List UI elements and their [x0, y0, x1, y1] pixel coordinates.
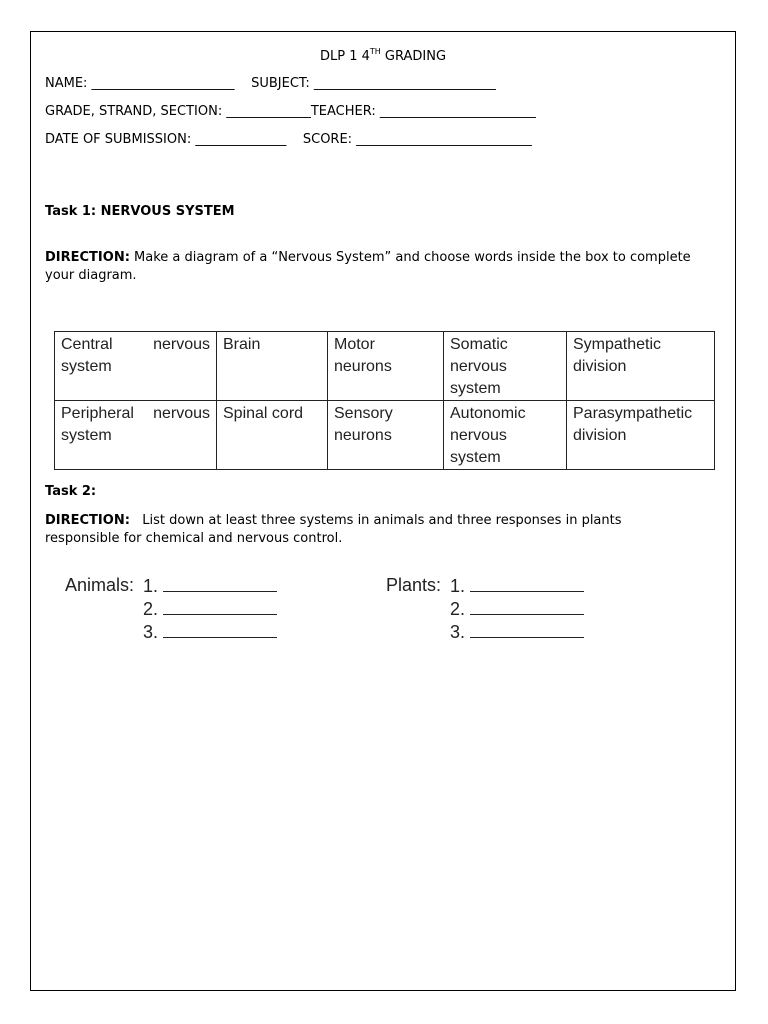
word-box-table [54, 331, 715, 470]
table-cell [55, 332, 217, 401]
item-number: 1. [450, 576, 466, 596]
table-cell: Motor neurons [328, 332, 444, 401]
plants-label: Plants: [386, 575, 442, 595]
list-item [450, 621, 584, 643]
table-cell: Sympathetic division [567, 332, 715, 401]
task2-direction-label: DIRECTION: [45, 513, 130, 528]
table-cell: Autonomic nervous system [444, 401, 567, 470]
cell-text: system [61, 358, 112, 375]
list-item [450, 575, 584, 597]
task2-direction [45, 512, 695, 548]
list-item [143, 575, 277, 597]
cell-text: Peripheral nervous [61, 405, 210, 422]
table-cell [55, 401, 217, 470]
plants-list [386, 575, 606, 655]
answer-blank[interactable] [163, 621, 277, 638]
page-title [31, 47, 735, 64]
item-number: 1. [143, 576, 159, 596]
item-number: 3. [450, 622, 466, 642]
item-number: 2. [450, 599, 466, 619]
table-cell: Spinal cord [217, 401, 328, 470]
answer-blank[interactable] [163, 575, 277, 592]
answer-blank[interactable] [470, 575, 584, 592]
cell-text: system [61, 427, 112, 444]
date-score-line: DATE OF SUBMISSION: ______________ SCORE: ___________________________ [45, 132, 532, 147]
task2-direction-text: List down at least three systems in animals and three responses in plants responsible for chemical and nervous control. [45, 513, 626, 546]
animals-label: Animals: [65, 575, 135, 595]
task2-title: Task 2: [45, 484, 97, 499]
list-item [450, 598, 584, 620]
table-row [55, 401, 715, 470]
task1-direction-text: Make a diagram of a “Nervous System” and choose words inside the box to complete your diagram. [45, 250, 691, 283]
list-item [143, 621, 277, 643]
table-cell: Somatic nervous system [444, 332, 567, 401]
table-cell: Parasympathetic division [567, 401, 715, 470]
item-number: 3. [143, 622, 159, 642]
title-suffix: GRADING [380, 49, 447, 64]
table-cell: Sensory neurons [328, 401, 444, 470]
name-subject-line: NAME: ______________________ SUBJECT: ____________________________ [45, 76, 496, 91]
answer-blank[interactable] [470, 621, 584, 638]
list-item [143, 598, 277, 620]
animals-list [65, 575, 285, 655]
table-row [55, 332, 715, 401]
worksheet-page [30, 31, 736, 991]
title-superscript: TH [369, 47, 381, 56]
task1-direction-label: DIRECTION: [45, 250, 130, 265]
table-cell: Brain [217, 332, 328, 401]
grade-teacher-line: GRADE, STRAND, SECTION: _____________TEACHER: ________________________ [45, 104, 536, 119]
title-prefix: DLP 1 4 [319, 49, 370, 64]
task1-direction [45, 249, 695, 285]
cell-text: Central nervous [61, 336, 210, 353]
task1-title: Task 1: NERVOUS SYSTEM [45, 204, 235, 219]
item-number: 2. [143, 599, 159, 619]
answer-blank[interactable] [470, 598, 584, 615]
answer-blank[interactable] [163, 598, 277, 615]
